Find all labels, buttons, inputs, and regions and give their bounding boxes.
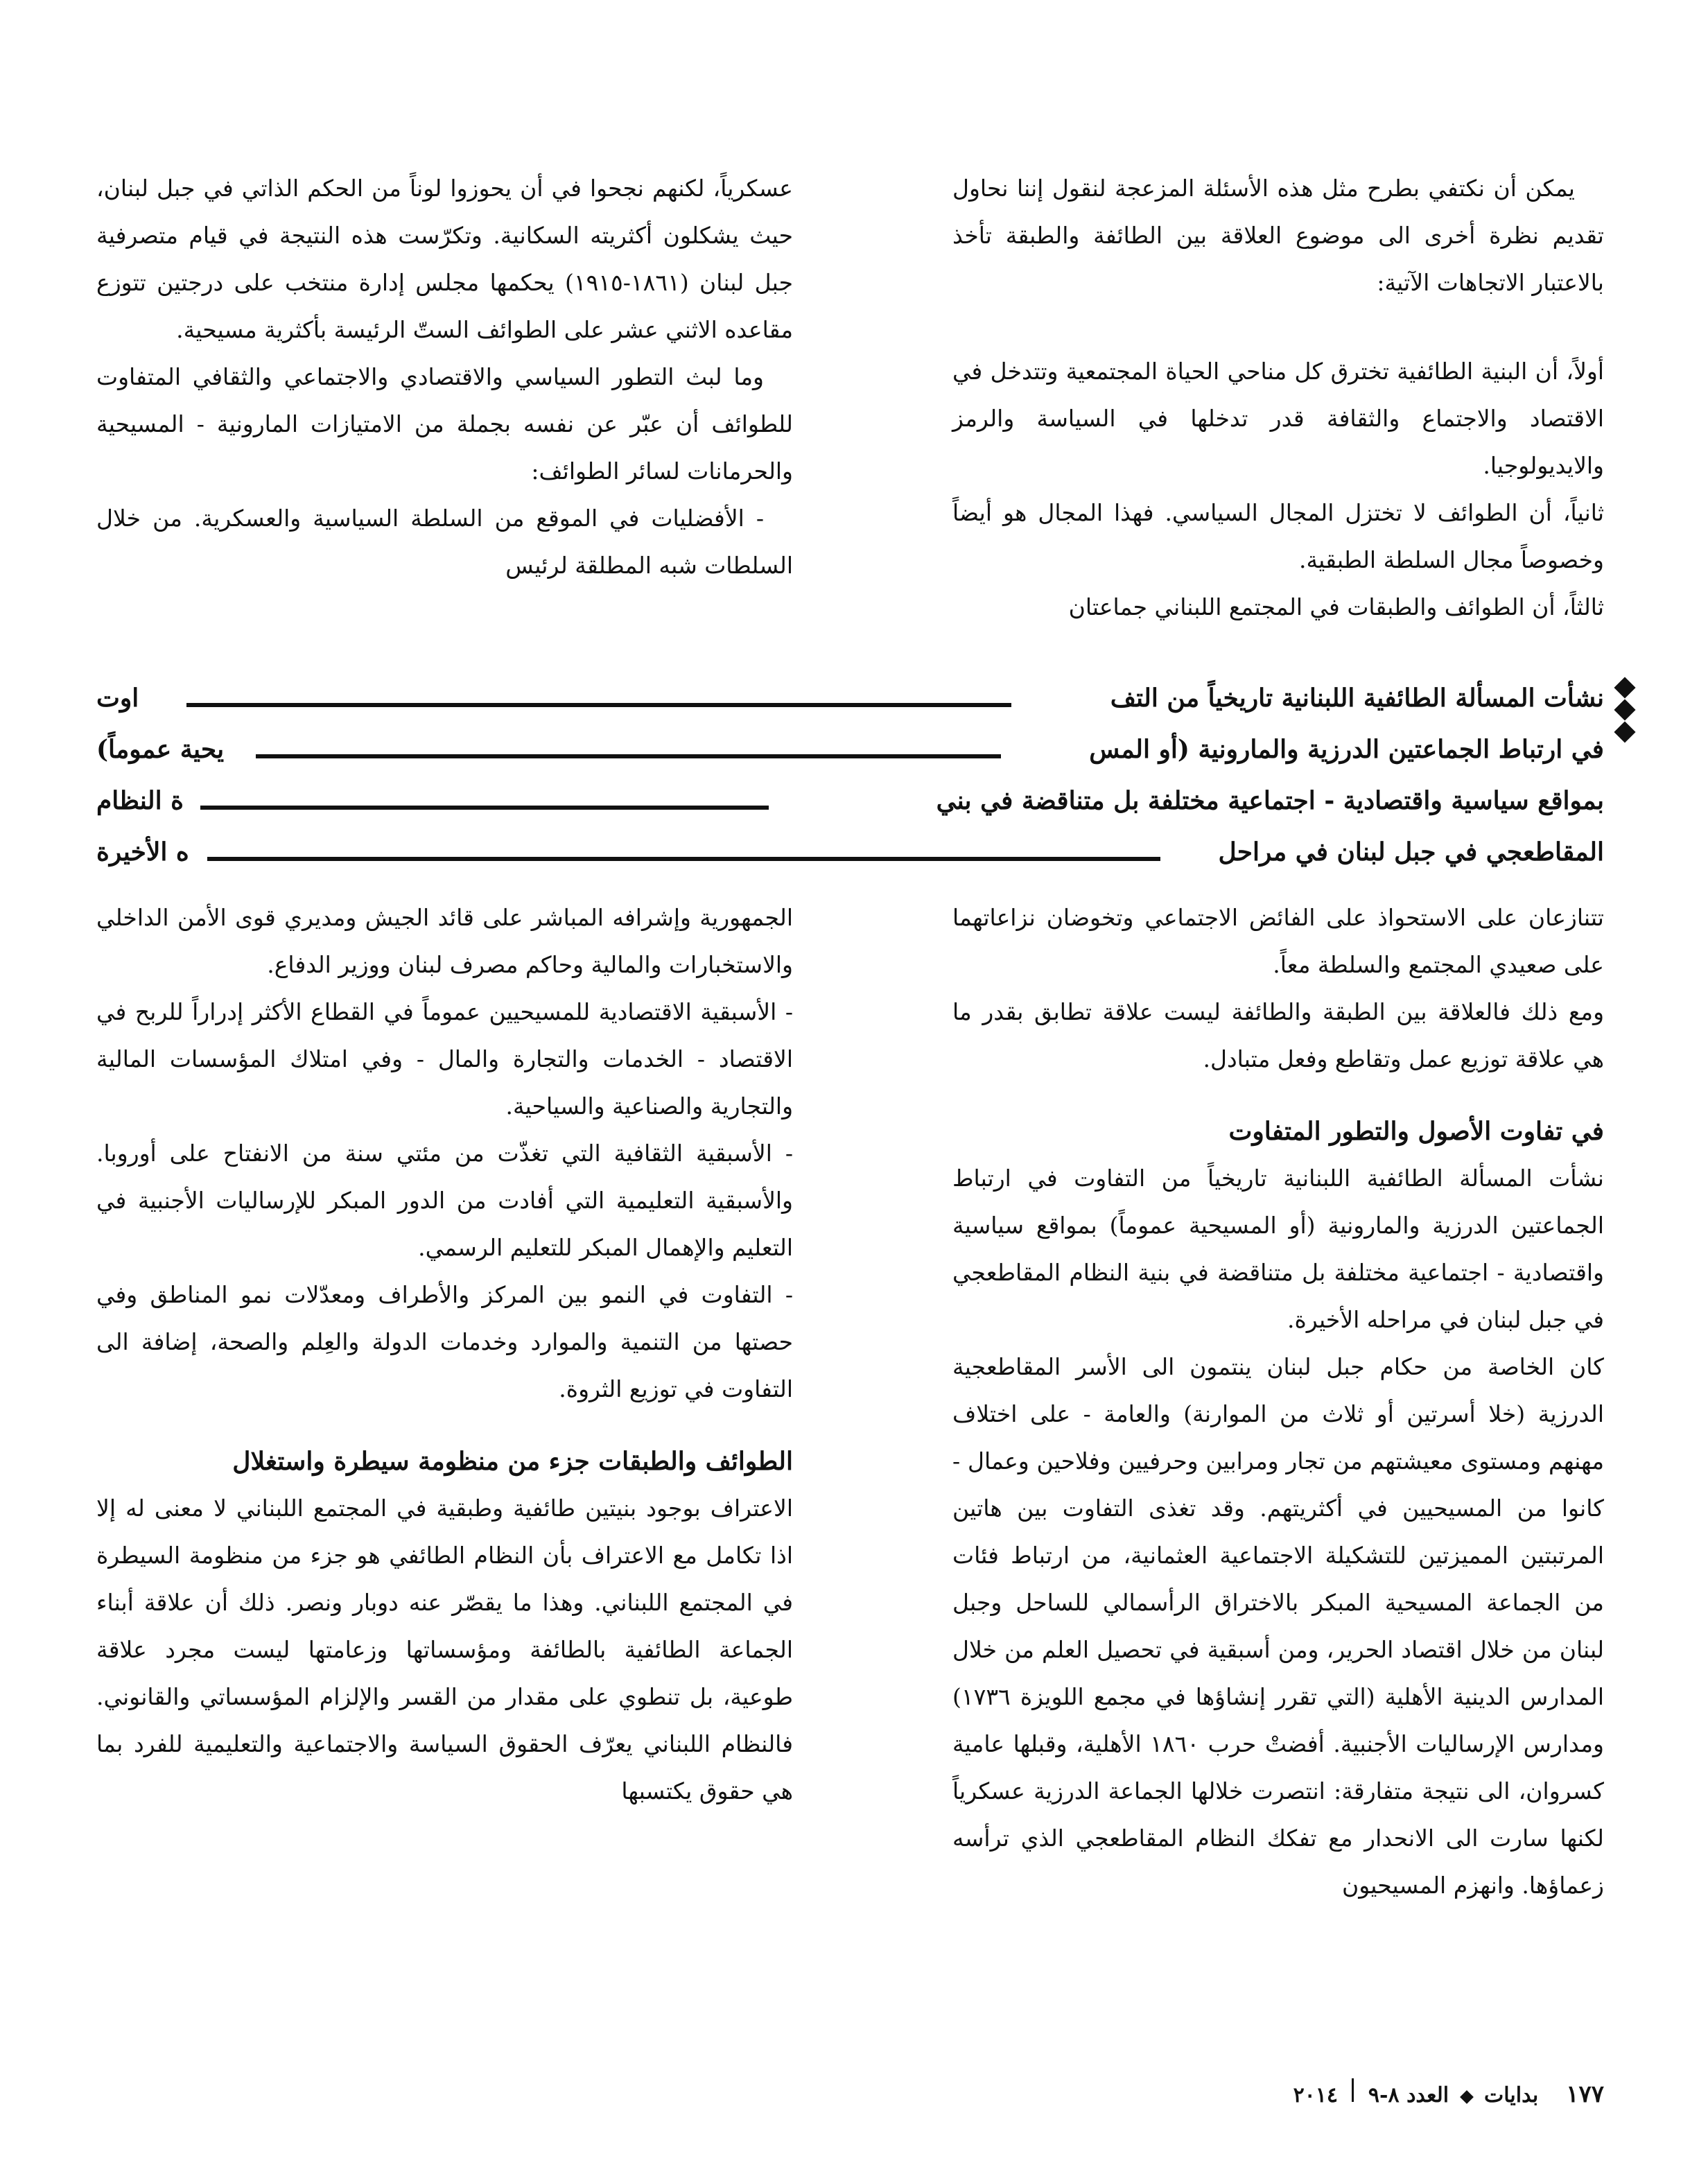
section-heading: الطوائف والطبقات جزء من منظومة سيطرة واستغلال [232, 1447, 793, 1476]
pullquote-line-start: نشأت المسألة الطائفية اللبنانية تاريخياً من التف [1110, 684, 1604, 713]
top-left-column [96, 165, 793, 589]
paragraph: الاعتراف بوجود بنيتين طائفية وطبقية في المجتمع اللبناني لا معنى له إلا اذا تكامل مع الاعتراف بأن النظام الطائفي هو جزء من منظومة السيطرة في المجتمع اللبناني. وهذا ما يقصّر عنه دوبار ونصر. ذلك أن علاقة أبناء الجماعة الطائفية بالطائفة ومؤسساتها وزعامتها ليست مجرد علاقة طوعية، بل تنطوي على مقدار من القسر والإلزام المؤسساتي والقانوني. فالنظام اللبناني يعرّف الحقوق السياسة والاجتماعية والتعليمية للفرد بما هي حقوق يكتسبها [96, 1495, 793, 1805]
issue-number: العدد ٨-٩ [1368, 2083, 1449, 2107]
pullquote-line-start: بمواقع سياسية واقتصادية - اجتماعية مختلفة بل متناقضة في بني [936, 786, 1604, 815]
pullquote-rule [256, 754, 1001, 758]
pullquote [96, 672, 1604, 878]
paragraph: ثانياً، أن الطوائف لا تختزل المجال السياسي. فهذا المجال هو أيضاً وخصوصاً مجال السلطة الطبقية. [952, 499, 1604, 573]
paragraph: وما لبث التطور السياسي والاقتصادي والاجتماعي والثقافي المتفاوت للطوائف أن عبّر عن نفسه بجملة من الامتيازات المارونية - المسيحية والحرمانات لسائر الطوائف: [96, 363, 793, 485]
pullquote-rule [186, 703, 1011, 707]
year: ٢٠١٤ [1293, 2083, 1339, 2107]
paragraph: - التفاوت في النمو بين المركز والأطراف ومعدّلات نمو المناطق وفي حصتها من التنمية والموارد وخدمات الدولة والعِلم والصحة، إضافة الى التفاوت في توزيع الثروة. [96, 1281, 793, 1402]
pullquote-rule [207, 857, 1160, 861]
pullquote-line [96, 724, 1604, 775]
pullquote-line-end: يحية عموماً) [96, 735, 225, 764]
paragraph: تتنازعان على الاستحواذ على الفائض الاجتماعي وتخوضان نزاعاتهما على صعيدي المجتمع والسلطة معاً. [952, 904, 1604, 978]
journal-name: بدايات [1484, 2083, 1539, 2107]
paragraph: عسكرياً، لكنهم نجحوا في أن يحوزوا لوناً من الحكم الذاتي في جبل لبنان، حيث يشكلون أكثريته السكانية. وتكرّست هذه النتيجة في قيام متصرفية جبل لبنان (١٨٦١-١٩١٥) يحكمها مجلس إدارة منتخب على درجتين تتوزع مقاعده الاثني عشر على الطوائف الستّ الرئيسة بأكثرية مسيحية. [96, 175, 793, 343]
pullquote-line-end: ه الأخيرة [96, 837, 189, 867]
pullquote-line-end: ة النظام [96, 786, 184, 815]
pullquote-line [96, 775, 1604, 826]
diamond-icon [1460, 2090, 1474, 2104]
bottom-left-column [96, 894, 793, 1815]
paragraph: - الأسبقية الاقتصادية للمسيحيين عموماً في القطاع الأكثر إدراراً للربح في الاقتصاد - الخدمات والتجارة والمال - وفي امتلاك المؤسسات المالية والتجارية والصناعية والسياحية. [96, 998, 793, 1120]
pullquote-line [96, 826, 1604, 878]
paragraph: ثالثاً، أن الطوائف والطبقات في المجتمع اللبناني جماعتان [1068, 593, 1604, 620]
paragraph: - الأسبقية الثقافية التي تغذّت من مئتي سنة من الانفتاح على أوروبا. والأسبقية التعليمية التي أفادت من الدور المبكر للإرساليات الأجنبية في التعليم والإهمال المبكر للتعليم الرسمي. [96, 1140, 793, 1261]
section-heading: في تفاوت الأصول والتطور المتفاوت [1228, 1117, 1604, 1146]
top-right-column [952, 165, 1604, 631]
page-number: ١٧٧ [1566, 2080, 1604, 2108]
paragraph: أولاً، أن البنية الطائفية تخترق كل مناحي الحياة المجتمعية وتتدخل في الاقتصاد والاجتماع والثقافة قدر تدخلها في السياسة والرمز والايديولوجيا. [952, 358, 1604, 479]
paragraph: نشأت المسألة الطائفية اللبنانية تاريخياً من التفاوت في ارتباط الجماعتين الدرزية والمارونية (أو المسيحية عموماً) بمواقع سياسية واقتصادية - اجتماعية مختلفة بل متناقضة في بنية النظام المقاطعجي في جبل لبنان في مراحله الأخيرة. [952, 1165, 1604, 1333]
paragraph: يمكن أن نكتفي بطرح مثل هذه الأسئلة المزعجة لنقول إننا نحاول تقديم نظرة أخرى الى موضوع العلاقة بين الطائفة والطبقة تأخذ بالاعتبار الاتجاهات الآتية: [952, 175, 1604, 296]
paragraph: الجمهورية وإشرافه المباشر على قائد الجيش ومديري قوى الأمن الداخلي والاستخبارات والمالية وحاكم مصرف لبنان ووزير الدفاع. [96, 904, 793, 978]
journal-info [1293, 2078, 1539, 2107]
pullquote-line-end: اوت [96, 684, 139, 713]
separator-icon [1352, 2078, 1354, 2102]
bottom-right-column [952, 894, 1604, 1909]
pullquote-rule [200, 806, 769, 810]
pullquote-line-start: في ارتباط الجماعتين الدرزية والمارونية (أو المس [1089, 735, 1604, 764]
page-footer [1293, 2078, 1604, 2108]
paragraph: - الأفضليات في الموقع من السلطة السياسية والعسكرية. من خلال السلطات شبه المطلقة لرئيس [96, 505, 793, 579]
pullquote-line-start: المقاطعجي في جبل لبنان في مراحل [1218, 837, 1604, 867]
paragraph: كان الخاصة من حكام جبل لبنان ينتمون الى الأسر المقاطعجية الدرزية (خلا أسرتين أو ثلاث من الموارنة) والعامة - على اختلاف مهنهم ومستوى معيشتهم من تجار ومرابين وحرفيين وفلاحين وعمال - كانوا من المسيحيين في أكثريتهم. وقد تغذى التفاوت بين هاتين المرتبتين المميزتين للتشكيلة الاجتماعية العثمانية، من ارتباط فئات من الجماعة المسيحية المبكر بالاختراق الرأسمالي للساحل وجبل لبنان من خلال اقتصاد الحرير، ومن أسبقية في تحصيل العلم من خلال المدارس الدينية الأهلية (التي تقرر إنشاؤها في مجمع اللويزة ١٧٣٦) ومدارس الإرساليات الأجنبية. أفضتْ حرب ١٨٦٠ الأهلية، وقبلها عامية كسروان، الى نتيجة متفارقة: انتصرت خلالها الجماعة الدرزية عسكرياً لكنها سارت الى الانحدار مع تفكك النظام المقاطعجي الذي ترأسه زعماؤها. وانهزم المسيحيون [952, 1353, 1604, 1899]
pullquote-line [96, 672, 1604, 724]
pullquote-diamonds-icon [1611, 676, 1639, 747]
paragraph: ومع ذلك فالعلاقة بين الطبقة والطائفة ليست علاقة تطابق بقدر ما هي علاقة توزيع عمل وتقاطع وفعل متبادل. [952, 998, 1605, 1072]
